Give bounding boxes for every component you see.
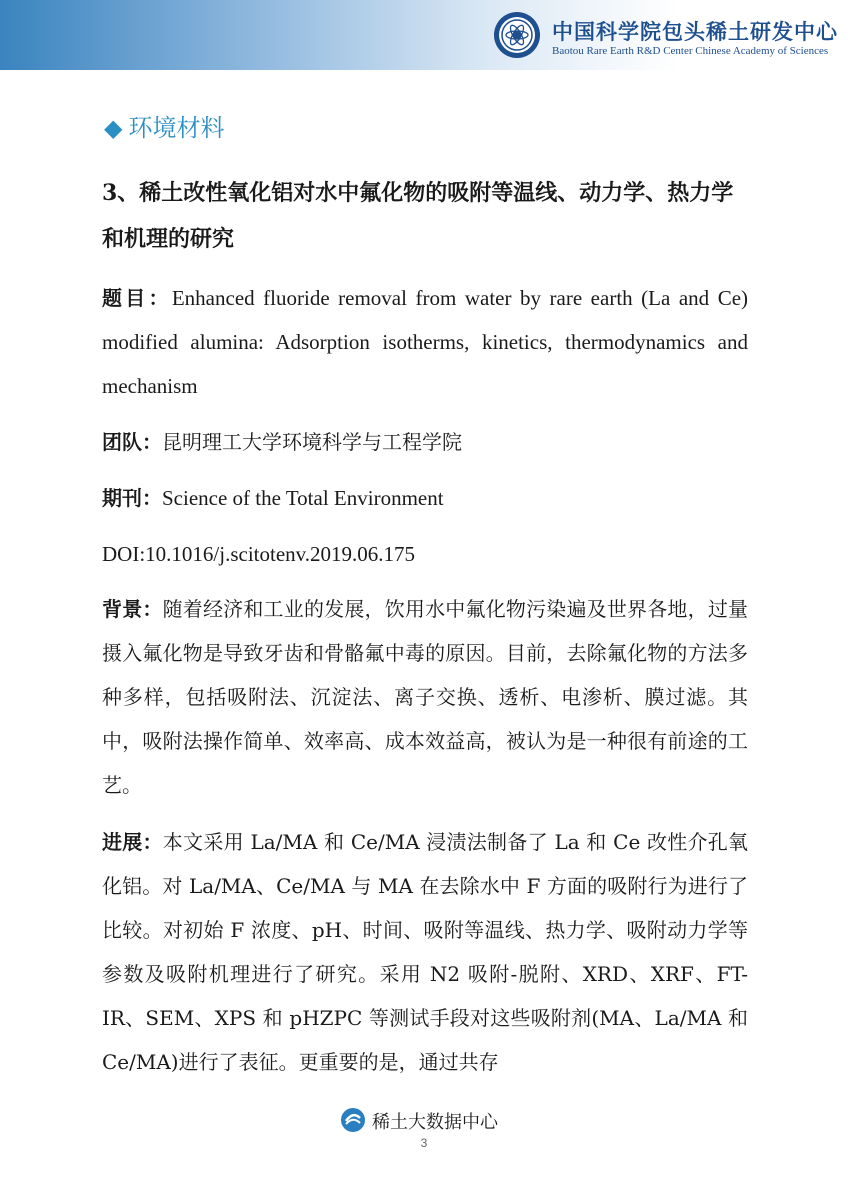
background-paragraph bbox=[102, 587, 748, 807]
page-header bbox=[0, 0, 848, 70]
page-number: 3 bbox=[420, 1136, 428, 1150]
doi-paragraph bbox=[102, 532, 748, 576]
rare-earth-data-center-logo-icon bbox=[340, 1107, 366, 1133]
org-name-en: Baotou Rare Earth R&D Center Chinese Academy of Sciences bbox=[552, 45, 829, 57]
cas-emblem-icon bbox=[493, 11, 541, 59]
progress-label: 进展： bbox=[102, 830, 163, 854]
subject-paragraph bbox=[102, 276, 748, 408]
background-label: 背景： bbox=[102, 597, 163, 621]
progress-paragraph bbox=[102, 820, 748, 1084]
section-heading bbox=[104, 108, 224, 143]
diamond-bullet-icon: ◆ bbox=[104, 114, 123, 142]
section-title: 环境材料 bbox=[128, 114, 225, 142]
journal-label: 期刊： bbox=[102, 486, 162, 510]
background-text: 随着经济和工业的发展，饮用水中氟化物污染遍及世界各地，过量摄入氟化物是导致牙齿和骨骼氟中毒的原因。目前，去除氟化物的方法多种多样，包括吸附法、沉淀法、离子交换、透析、电渗析、膜过滤。其中，吸附法操作简单、效率高、成本效益高，被认为是一种很有前途的工艺。 bbox=[102, 597, 749, 797]
progress-text: 本文采用 La/MA 和 Ce/MA 浸渍法制备了 La 和 Ce 改性介孔氧化铝。对 La/MA、Ce/MA 与 MA 在去除水中 F 方面的吸附行为进行了比较。对初始 F 浓度、pH、时间、吸附等温线、热力学、吸附动力学等参数及吸附机理进行了研究。采用 N2 吸附-脱附、XRD、XRF、FT-IR、SEM、XPS 和 pHZPC 等测试手段对这些吸附剂(MA、La/MA 和 Ce/MA)进行了表征。更重要的是，通过共存 bbox=[102, 830, 748, 1074]
team-paragraph bbox=[102, 420, 748, 464]
article-title: 3、稀土改性氧化铝对水中氟化物的吸附等温线、动力学、热力学和机理的研究 bbox=[102, 180, 734, 252]
org-name-cn: 中国科学院包头稀土研发中心 bbox=[552, 20, 838, 44]
team-label: 团队： bbox=[102, 430, 162, 454]
footer-label: 稀土大数据中心 bbox=[372, 1112, 498, 1133]
subject-label: 题目： bbox=[102, 286, 172, 310]
team-text: 昆明理工大学环境科学与工程学院 bbox=[162, 430, 462, 454]
journal-text: Science of the Total Environment bbox=[162, 486, 444, 510]
doi-text: DOI:10.1016/j.scitotenv.2019.06.175 bbox=[102, 542, 416, 566]
journal-paragraph bbox=[102, 476, 748, 520]
subject-text: Enhanced fluoride removal from water by rare earth (La and Ce) modified alumina: Adsorption isotherms, kinetics, thermodynamics and mechanism bbox=[102, 286, 749, 398]
